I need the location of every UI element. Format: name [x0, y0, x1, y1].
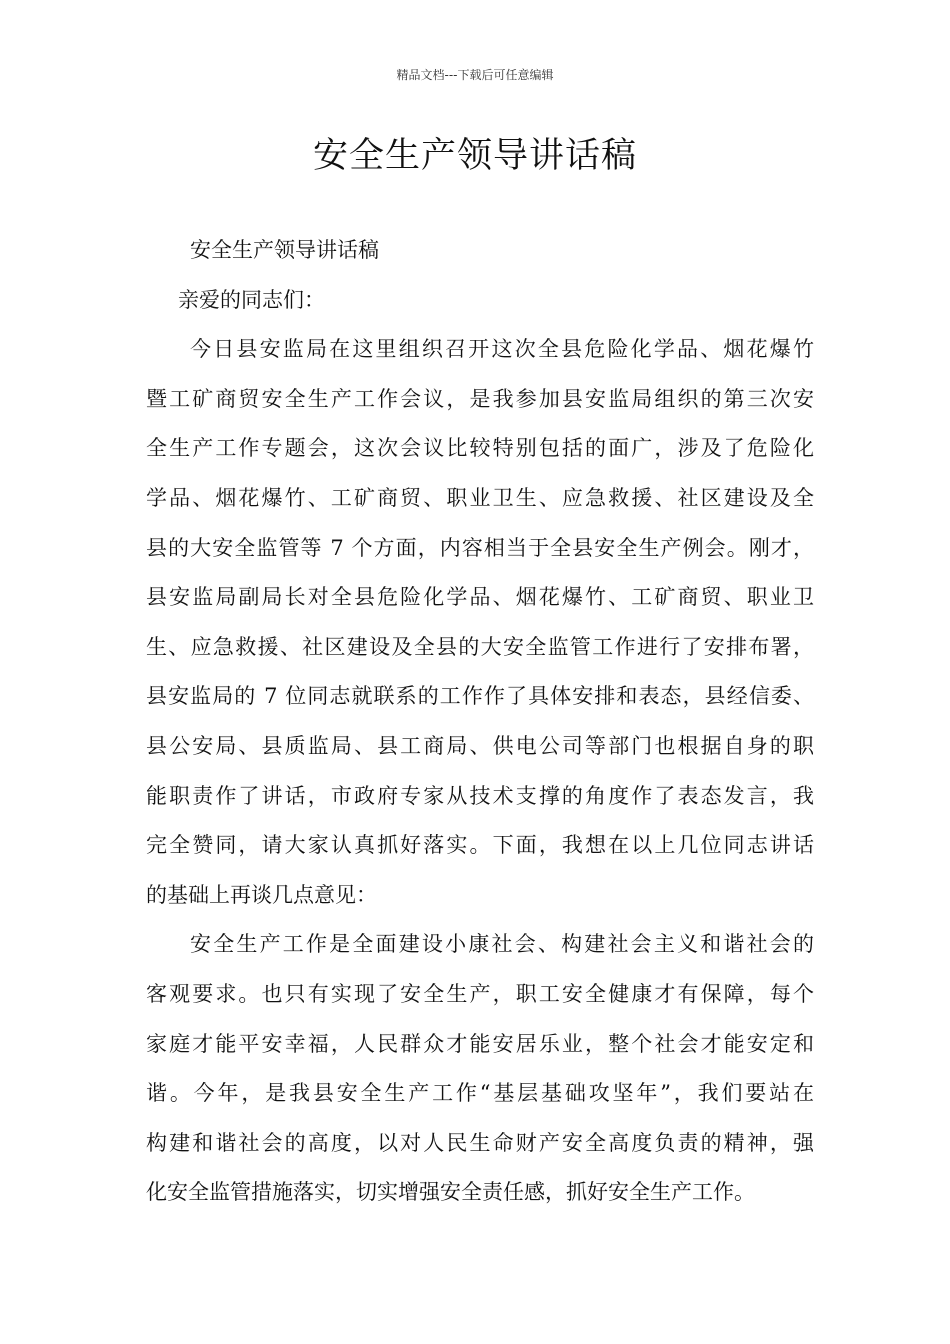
paragraph-line: 能职责作了讲话，市政府专家从技术支撑的角度作了表态发言，我	[146, 783, 814, 808]
paragraph-line: 完全赞同，请大家认真抓好落实。下面，我想在以上几位同志讲话	[146, 833, 814, 858]
paragraph-2	[146, 920, 814, 1218]
paragraph-line: 化安全监管措施落实，切实增强安全责任感，抓好安全生产工作。	[146, 1180, 755, 1205]
paragraph-line: 暨工矿商贸安全生产工作会议，是我参加县安监局组织的第三次安	[146, 386, 814, 411]
document-body	[146, 226, 814, 1218]
paragraph-line: 县安监局副局长对全县危险化学品、烟花爆竹、工矿商贸、职业卫	[146, 585, 814, 610]
paragraph-line: 今日县安监局在这里组织召开这次全县危险化学品、烟花爆竹	[190, 337, 814, 362]
paragraph-line: 谐。今年，是我县安全生产工作“基层基础攻坚年”，我们要站在	[146, 1081, 814, 1106]
paragraph-line: 全生产工作专题会，这次会议比较特别包括的面广，涉及了危险化	[146, 436, 814, 461]
header-note: 精品文档---下载后可任意编辑	[396, 68, 554, 82]
paragraph-line: 生、应急救援、社区建设及全县的大安全监管工作进行了安排布署，	[146, 634, 814, 659]
paragraph-line: 县公安局、县质监局、县工商局、供电公司等部门也根据自身的职	[146, 733, 814, 758]
paragraph-line: 安全生产工作是全面建设小康社会、构建社会主义和谐社会的	[190, 932, 814, 957]
paragraph-line: 县安监局的 7 位同志就联系的工作作了具体安排和表态，县经信委、	[146, 684, 814, 709]
paragraph-line: 的基础上再谈几点意见：	[146, 882, 377, 907]
paragraph-line: 学品、烟花爆竹、工矿商贸、职业卫生、应急救援、社区建设及全	[146, 485, 814, 510]
salutation: 亲爱的同志们：	[178, 287, 325, 312]
paragraph-line: 客观要求。也只有实现了安全生产，职工安全健康才有保障，每个	[146, 981, 814, 1006]
paragraph-1	[146, 325, 814, 920]
paragraph-line: 家庭才能平安幸福，人民群众才能安居乐业，整个社会才能安定和	[146, 1031, 814, 1056]
paragraph-line: 县的大安全监管等 7 个方面，内容相当于全县安全生产例会。刚才，	[146, 535, 814, 560]
document-title: 安全生产领导讲话稿	[312, 136, 637, 176]
paragraph-line: 构建和谐社会的高度，以对人民生命财产安全高度负责的精神，强	[146, 1130, 814, 1155]
document-subtitle: 安全生产领导讲话稿	[190, 238, 379, 262]
